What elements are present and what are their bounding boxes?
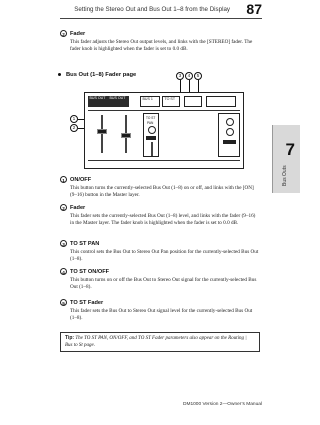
page-number: 87 (246, 1, 262, 17)
tip-label: Tip: (65, 335, 75, 341)
item-1-title: ON/OFF (70, 177, 92, 183)
section-heading-text: Bus Out (1–8) Fader page (66, 72, 137, 78)
item-4 (60, 268, 260, 292)
chapter-number: 7 (285, 140, 295, 159)
fader-knob-2 (121, 133, 131, 138)
item-4-body: This button turns on or off the Bus Out to Stereo Out signal for the currently-selected Bus Out (1–8). (70, 277, 257, 291)
item-2-title-row (60, 204, 260, 213)
right-button (223, 140, 236, 144)
pan-knob (148, 126, 156, 134)
item-5-marker: 5 (60, 299, 67, 306)
fader-top-title: Fader (70, 31, 86, 37)
to-st-label: TO ST (146, 116, 156, 120)
callout-1: 1 (70, 115, 78, 123)
item-3-title-row (60, 240, 260, 249)
header-rule (60, 18, 262, 19)
running-header-title: Setting the Stereo Out and Bus Out 1–8 from the Display (74, 6, 230, 13)
item-4-marker: 4 (60, 268, 67, 275)
item-4-title: TO ST ON/OFF (70, 269, 110, 275)
fader-top-body: This fader adjusts the Stereo Out output levels, and links with the [STEREO] fader. The fader knob is highlighted when the fader is set to 0.0 dB. (70, 39, 253, 53)
right-knob-1 (226, 118, 234, 126)
section-heading-row (58, 63, 258, 81)
item-1 (60, 176, 260, 200)
item-5-title: TO ST Fader (70, 300, 104, 306)
callout-2: 2 (70, 124, 78, 132)
tip-text: The TO ST PAN, ON/OFF, and TO ST Fader parameters also appear on the Routing | Bus to St page. (65, 336, 247, 349)
fader-top-title-row (60, 30, 260, 39)
screen-tab-2: BUS OUT (108, 96, 129, 107)
screen-box-3 (184, 96, 202, 107)
fader-top-section (60, 30, 260, 54)
item-3-marker: 3 (60, 240, 67, 247)
callout-3: 3 (176, 72, 184, 80)
item-2 (60, 204, 260, 228)
to-st-panel (143, 113, 159, 157)
item-3-title: TO ST PAN (70, 241, 100, 247)
to-st-on-button (146, 136, 156, 140)
bullet-dot (58, 73, 61, 76)
screen-box-1: BUS 1 (140, 96, 160, 107)
footer-text: DM1000 Version 2—Owner’s Manual (182, 402, 262, 407)
screen-top-row (88, 96, 240, 108)
item-5-title-row (60, 299, 260, 308)
to-st-fader-track (151, 142, 153, 156)
item-1-marker: 1 (60, 176, 67, 183)
item-3-body: This control sets the Bus Out to Stereo Out Pan position for the currently-selected Bus Out (1–8). (70, 249, 259, 263)
item-5-body: This fader sets the Bus Out to Stereo Out signal level for the currently-selected Bus Out (1–8). (70, 308, 253, 322)
item-1-title-row (60, 176, 260, 185)
item-3 (60, 240, 260, 264)
screen-box-4 (206, 96, 236, 107)
screen-box-2: TO ST (162, 96, 180, 107)
item-4-title-row (60, 268, 260, 277)
pan-label: PAN (147, 121, 154, 125)
display-screenshot (84, 92, 244, 169)
fader-top-marker: 2 (60, 30, 67, 37)
fader-track-1 (101, 115, 103, 153)
item-1-body: This button turns the currently-selected Bus Out (1–8) on or off, and links with the [ON] (9–16) button in the Master layer. (70, 185, 254, 199)
item-2-marker: 2 (60, 204, 67, 211)
item-2-body: This fader sets the currently-selected Bus Out (1–8) level, and links with the fader (9–16) in the Master layer. The fader knob is highlighted when the fader is set to 0.0 dB. (70, 213, 256, 227)
section-heading (58, 72, 136, 78)
screen-divider (88, 110, 240, 111)
fader-knob-1 (97, 129, 107, 134)
callout-5: 5 (194, 72, 202, 80)
item-2-title: Fader (70, 205, 86, 211)
callout-4: 4 (185, 72, 193, 80)
item-5 (60, 299, 260, 323)
chapter-label: Bus Outs (282, 165, 288, 187)
screen-tab-1: BUS OUT (88, 96, 109, 107)
screen-bottom-bar (88, 160, 240, 166)
right-panel (218, 113, 240, 157)
right-knob-2 (226, 128, 234, 136)
tip-box (60, 332, 260, 352)
